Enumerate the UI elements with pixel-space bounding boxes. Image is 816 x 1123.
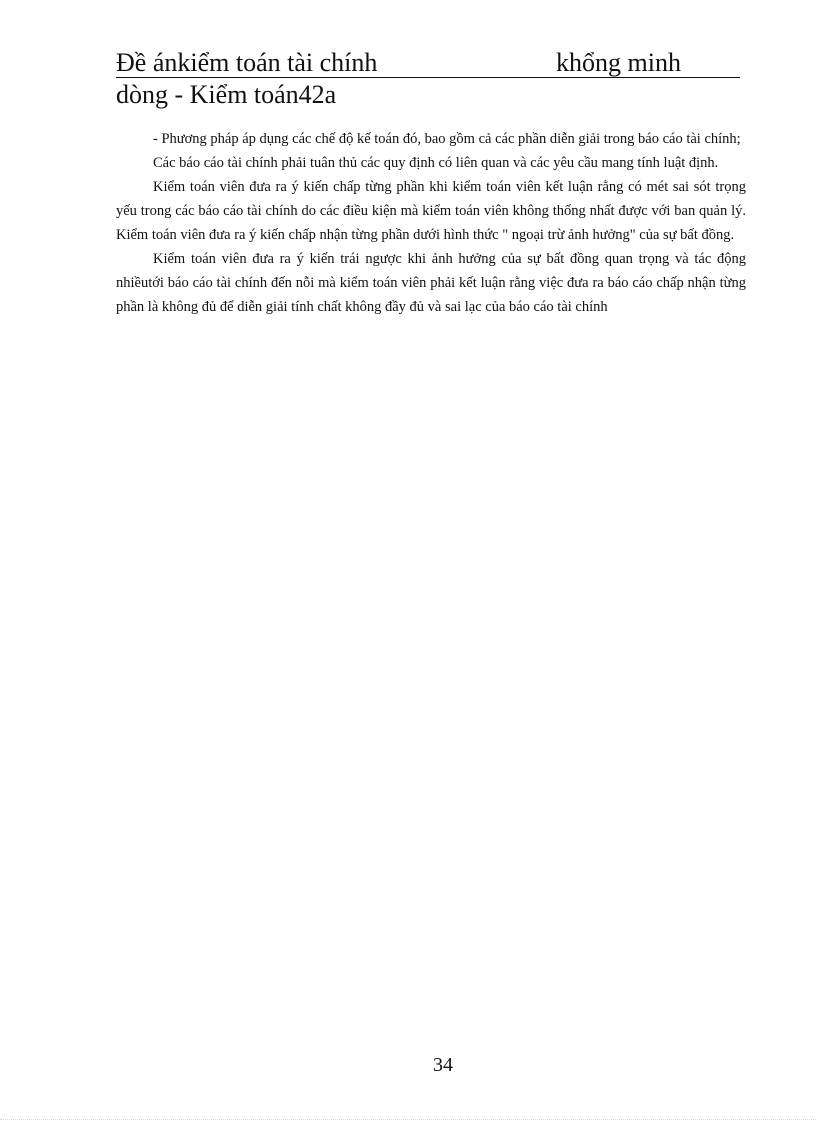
header-title: Đề ánkiểm toán tài chính [116,48,378,77]
header-author: khổng minh [556,48,681,77]
page-header [116,48,740,109]
paragraph: - Phương pháp áp dụng các chế độ kế toán đó, bao gồm cả các phần diễn giải trong báo cáo tài chính; [153,131,741,147]
paragraph: Kiểm toán viên đưa ra ý kiến chấp từng phần khi kiểm toán viên kết luận rằng có mét sai sót trọng yếu trong các báo cáo tài chính do các điều kiện mà kiểm toán viên không thống nhất được với ban quản lý. Kiểm toán viên đưa ra ý kiến chấp nhận từng phần dưới hình thức " ngoại trừ ảnh hưởng" của sự bất đồng. [116,179,746,243]
page-number: 34 [433,1054,453,1076]
page-bottom-divider [0,1119,816,1120]
header-title-row [116,48,740,78]
paragraph: Các báo cáo tài chính phải tuân thủ các quy định có liên quan và các yêu cầu mang tính luật định. [153,155,719,171]
document-body [116,127,746,319]
paragraph: Kiểm toán viên đưa ra ý kiến trái ngược khi ảnh hưởng của sự bất đồng quan trọng và tác động nhiềutới báo cáo tài chính đến nỗi mà kiểm toán viên phải kết luận rằng việc đưa ra báo cáo chấp nhận từng phần là không đủ để diễn giải tính chất không đầy đủ và sai lạc của báo cáo tài chính [116,251,746,315]
header-subtitle: dòng - Kiểm toán42a [116,80,337,109]
